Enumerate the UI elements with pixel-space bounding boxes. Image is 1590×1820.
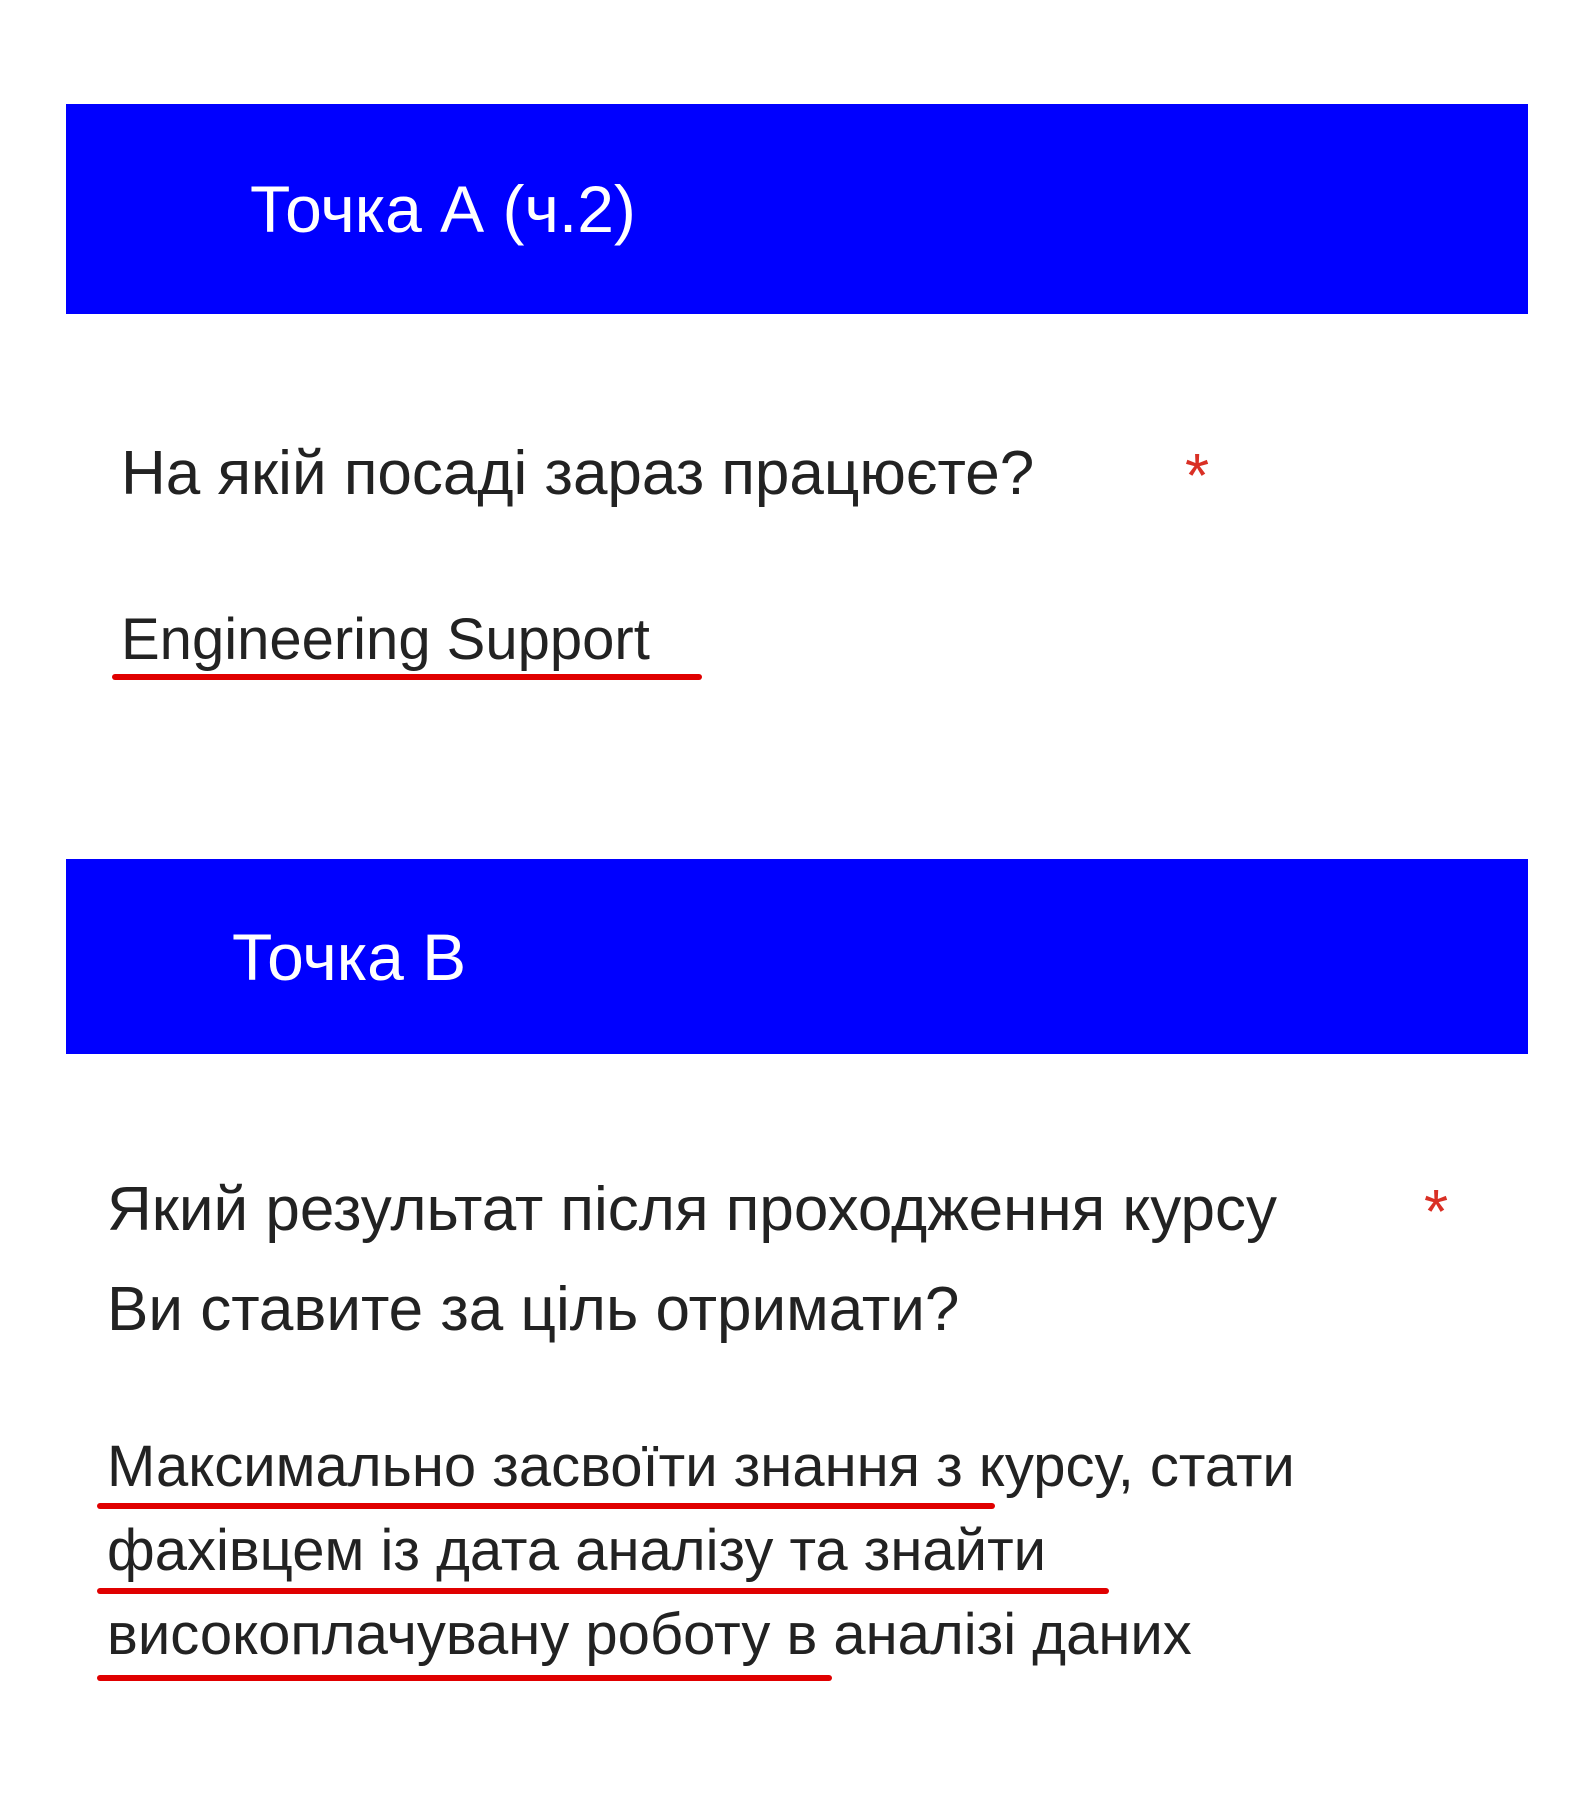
section-header-point-b xyxy=(66,859,1528,1054)
required-asterisk: * xyxy=(1185,442,1210,511)
annotation-underline xyxy=(97,1588,1109,1594)
answer-current-position: Engineering Support xyxy=(121,607,650,672)
question-course-goal: Який результат після проходження курсу Ви ставите за ціль отримати? xyxy=(107,1175,1278,1344)
section-title: Точка А (ч.2) xyxy=(250,172,636,246)
answer-course-goal: Максимально засвоїти знання з курсу, стати фахівцем із дата аналізу та знайти високоплачувану роботу в аналізі даних xyxy=(107,1434,1295,1667)
section-title: Точка В xyxy=(232,919,467,994)
annotation-underline xyxy=(97,1503,995,1509)
annotation-underline xyxy=(112,674,702,680)
required-asterisk: * xyxy=(1424,1178,1449,1247)
annotation-underline xyxy=(97,1675,832,1681)
section-header-point-a xyxy=(66,104,1528,314)
question-current-position: На якій посаді зараз працюєте? xyxy=(121,439,1035,508)
